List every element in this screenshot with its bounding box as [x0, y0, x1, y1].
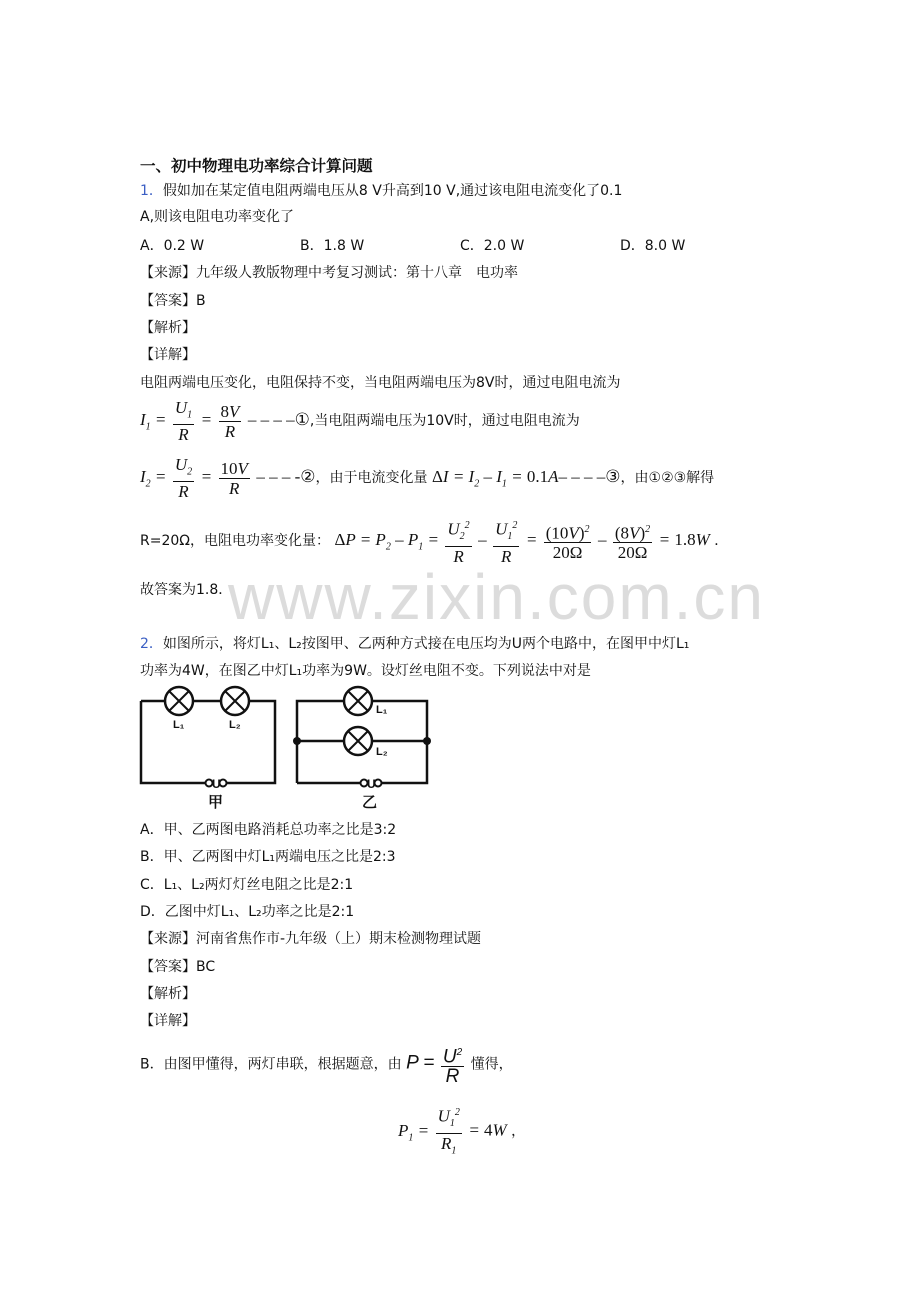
yi-junction-right — [423, 737, 431, 745]
yi-label-u: U — [367, 777, 376, 791]
q1-formula-2: $I_2$ = $\frac{U_2}{R}$ = $\frac{10V}{R}$ – – – -②，由于电流变化量 $\Delta I = I_2 - I_1 = 0.1A-$ – – –③，由①②③解得 — [140, 455, 715, 502]
q1-formula-3: R=20Ω，电阻电功率变化量： $\Delta P = P_2 - P_1$ = $\frac{U_2^2}{R}$ – $\frac{U_1^2}{R}$ = $\frac{(10V)^2}{20\Omega}$ – $\frac{(8V)^2}{20\Omega}$ = 1.8W ． — [140, 516, 728, 566]
section-title: 一、初中物理电功率综合计算问题 — [140, 157, 373, 175]
q2-explain-line: B．由图甲懂得，两灯串联，根据题意，由 P = $\frac{U^2}{R}$ 懂得， — [140, 1043, 513, 1086]
q1-text5: R=20Ω，电阻电功率变化量： — [140, 533, 330, 550]
q1-formula-1: $I_1$ = $\frac{U_1}{R}$ = $\frac{8V}{R}$ – – – –①,当电阻两端电压为10V时，通过电阻电流为 — [140, 398, 580, 445]
q1-analysis: 【解析】 — [140, 320, 196, 336]
jia-wire — [141, 701, 275, 783]
q2-option-b: B．甲、乙两图中灯L₁两端电压之比是2:3 — [140, 849, 396, 865]
q2-number: 2． — [140, 636, 163, 652]
q1-stem-line2: A,则该电阻电功率变化了 — [140, 209, 295, 225]
q2-source: 【来源】河南省焦作市-九年级（上）期末检测物理试题 — [140, 931, 482, 947]
q2-analysis: 【解析】 — [140, 986, 196, 1002]
yi-label-l1: L₁ — [376, 704, 388, 716]
yi-label-l2: L₂ — [376, 746, 388, 758]
circuit-diagrams — [135, 683, 435, 811]
q2-answer: 【答案】BC — [140, 959, 216, 975]
frac-u1-r: $\frac{U_1}{R}$ — [174, 398, 193, 445]
yi-junction-left — [293, 737, 301, 745]
q1-final: 故答案为1.8． — [140, 582, 233, 598]
q2-detail: 【详解】 — [140, 1013, 196, 1029]
q2-option-a: A．甲、乙两图电路消耗总功率之比是3:2 — [140, 822, 397, 838]
frac-10v-r: $\frac{10V}{R}$ — [220, 458, 248, 498]
jia-label-l1: L₁ — [173, 719, 185, 731]
q2-stem-line1 — [140, 633, 689, 653]
formula-i1: $I_1$ = — [140, 410, 167, 433]
frac-8v-r: $\frac{8V}{R}$ — [220, 401, 240, 441]
jia-label-l2: L₂ — [229, 719, 241, 731]
yi-caption: 乙 — [362, 793, 378, 811]
q1-text4: ，由①②③解得 — [620, 470, 715, 487]
q2-option-d: D．乙图中灯L₁、L₂功率之比是2:1 — [140, 904, 355, 920]
q1-detail: 【详解】 — [140, 347, 196, 363]
q1-text2: ,当电阻两端电压为10V时，通过电阻电流为 — [309, 413, 580, 430]
q1-stem-line1 — [140, 180, 622, 200]
q2-stem-line2: 功率为4W，在图乙中灯L₁功率为9W。设灯丝电阻不变。下列说法中对是 — [140, 663, 591, 679]
q1-number: 1． — [140, 183, 163, 199]
q1-source: 【来源】九年级人教版物理中考复习测试：第十八章 电功率 — [140, 265, 518, 281]
q2-stem-text: 如图所示，将灯L₁、L₂按图甲、乙两种方式接在电压均为U两个电路中，在图甲中灯L₁ — [162, 636, 690, 652]
q2-text2: 懂得， — [470, 1056, 513, 1073]
q2-formula-p1: $P_1$ = $\frac{U_1^2}{R_1}$ = 4W ， — [398, 1103, 525, 1160]
q1-option-a: A．0.2 W — [140, 238, 205, 254]
jia-label-u: U — [212, 777, 221, 791]
q1-option-c: C．2.0 W — [460, 238, 525, 254]
q1-option-b: B．1.8 W — [300, 238, 365, 254]
q1-stem-text: 假如加在某定值电阻两端电压从8 V升高到10 V,通过该电阻电流变化了0.1 — [162, 183, 623, 199]
frac-u2-r: $\frac{U_2}{R}$ — [174, 455, 193, 502]
q2-text1: B．由图甲懂得，两灯串联，根据题意，由 — [140, 1056, 402, 1073]
q1-option-d: D．8.0 W — [620, 238, 686, 254]
watermark: www.zixin.com.cn — [228, 561, 765, 633]
q2-option-c: C．L₁、L₂两灯灯丝电阻之比是2:1 — [140, 877, 354, 893]
q1-answer: 【答案】B — [140, 293, 206, 309]
jia-caption: 甲 — [208, 793, 224, 811]
q1-text3: ，由于电流变化量 — [315, 470, 428, 487]
q1-text1: 电阻两端电压变化，电阻保持不变，当电阻两端电压为8V时，通过电阻电流为 — [140, 375, 621, 391]
